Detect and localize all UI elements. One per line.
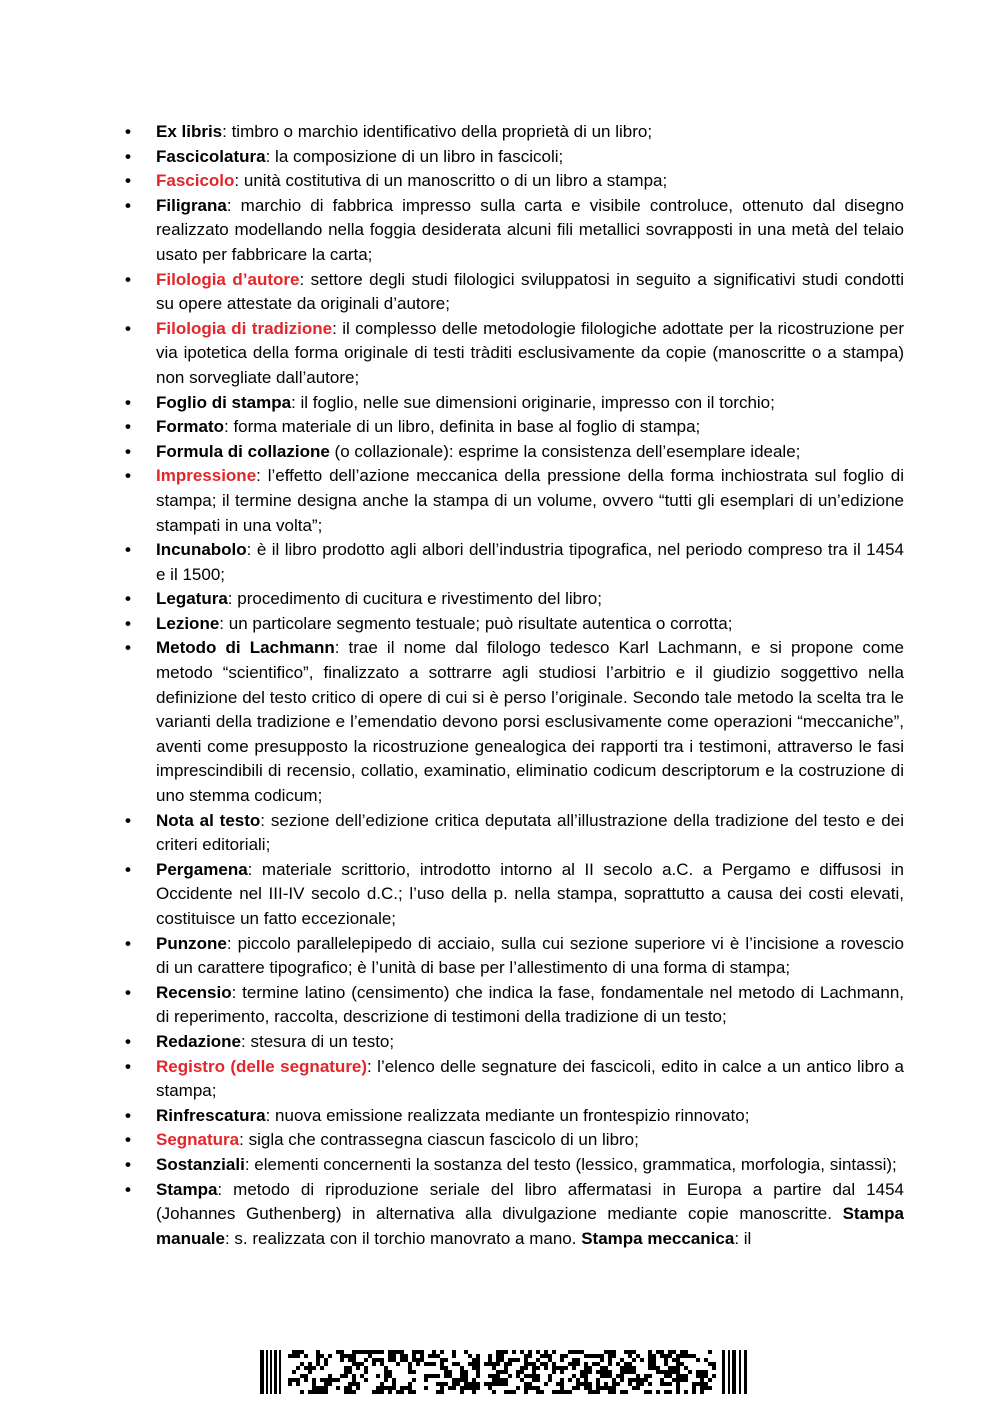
bullet-icon: • xyxy=(125,171,131,191)
glossary-list xyxy=(120,120,904,1251)
list-item xyxy=(120,194,904,268)
bullet-icon: • xyxy=(125,122,131,141)
list-item xyxy=(120,636,904,808)
list-item xyxy=(120,145,904,170)
glossary-definition: : settore degli studi filologici sviluppatosi in seguito a significativi studi condotti su opere attestate da originali d’autore; xyxy=(156,269,904,314)
bullet-icon: • xyxy=(125,810,131,830)
glossary-definition: : la composizione di un libro in fascicoli; xyxy=(265,146,564,166)
list-item xyxy=(120,1030,904,1055)
glossary-definition: : materiale scrittorio, introdotto intorno al II secolo a.C. a Pergamo e diffusosi in Occidente nel III-IV secolo d.C.; l’uso della p. nella stampa, soprattutto a causa dei costi elevati, costituisce un fatto eccezionale; xyxy=(156,859,904,928)
glossary-term: Registro (delle segnature) xyxy=(156,1056,368,1076)
barcode-icon xyxy=(260,1350,750,1394)
list-item xyxy=(120,981,904,1030)
glossary-definition: : marchio di fabbrica impresso sulla carta e visibile controluce, ottenuto dal disegno realizzato modellando nella foggia desiderata alcuni fili metallici sovrapposti in una metà del telaio usato per fabbricare la carta; xyxy=(156,195,904,264)
glossary-term: Rinfrescatura xyxy=(156,1105,266,1125)
glossary-definition: : metodo di riproduzione seriale del libro affermatasi in Europa a partire dal 1454 (Johannes Guthenberg) in alternativa alla divulgazione mediante copie manoscritte. xyxy=(156,1179,904,1224)
glossary-definition: : è il libro prodotto agli albori dell’industria tipografica, nel periodo compreso tra il 1454 e il 1500; xyxy=(156,540,904,584)
glossary-definition: : trae il nome dal filologo tedesco Karl Lachmann, e si propone come metodo “scientifico”, finalizzato a sottrarre agli studiosi l’arbitrio e il giudizio soggettivo nella definizione del testo critico di opere di cui si è perso l’originale. Secondo tale metodo la scelta tra le varianti della tradizione e l’emendatio devono porsi esclusivamente come operazioni “meccaniche”, aventi come presupposto la ricostruzione genealogica dei rapporti tra i testimoni, attraverso le fasi imprescindibili di recensio, collatio, examinatio, eliminatio codicum descriptorum e la costruzione di uno stemma codicum; xyxy=(156,638,905,806)
glossary-term: Fascicolo xyxy=(156,171,235,191)
list-item xyxy=(120,1153,904,1178)
footer-barcode xyxy=(260,1350,750,1394)
glossary-subdefinition: : il xyxy=(734,1228,752,1248)
glossary-term: Metodo di Lachmann xyxy=(156,638,335,658)
glossary-term: Filologia di tradizione xyxy=(156,318,333,338)
bullet-icon: • xyxy=(125,1105,131,1125)
glossary-term: Formula di collazione xyxy=(156,441,330,461)
glossary-definition: : piccolo parallelepipedo di acciaio, sulla cui sezione superiore vi è l’incisione a rovescio di un carattere tipografico; è l’unità di base per l’allestimento di una forma di stampa; xyxy=(156,933,904,978)
glossary-term: Incunabolo xyxy=(156,540,247,560)
bullet-icon: • xyxy=(125,195,131,215)
glossary-subdefinition: : s. realizzata con il torchio manovrato a mano. xyxy=(224,1228,582,1248)
bullet-icon: • xyxy=(125,392,131,412)
list-item xyxy=(120,1055,904,1104)
list-item xyxy=(120,612,904,637)
list-item xyxy=(120,932,904,981)
list-item xyxy=(120,1128,904,1153)
list-item xyxy=(120,391,904,416)
list-item xyxy=(120,317,904,391)
glossary-definition: : forma materiale di un libro, definita in base al foglio di stampa; xyxy=(224,417,701,437)
glossary-term: Sostanziali xyxy=(156,1154,245,1174)
bullet-icon: • xyxy=(125,1179,131,1199)
list-item xyxy=(120,169,904,194)
glossary-term: Nota al testo xyxy=(156,810,261,830)
list-item xyxy=(120,464,904,538)
bullet-icon: • xyxy=(125,466,131,486)
bullet-icon: • xyxy=(125,417,131,437)
glossary-term: Filologia d’autore xyxy=(156,269,300,289)
glossary-term: Foglio di stampa xyxy=(156,392,292,412)
glossary-term: Segnatura xyxy=(156,1130,240,1150)
bullet-icon: • xyxy=(125,589,131,609)
list-item xyxy=(120,587,904,612)
glossary-definition: : sezione dell’edizione critica deputata all’illustrazione della tradizione del testo e dei criteri editoriali; xyxy=(156,810,904,855)
glossary-term: Lezione xyxy=(156,613,220,633)
glossary-term: Recensio xyxy=(156,982,232,1002)
glossary-subterm: Stampa meccanica xyxy=(581,1228,735,1248)
glossary-definition: : l’elenco delle segnature dei fascicoli, edito in calce a un antico libro a stampa; xyxy=(156,1056,904,1101)
bullet-icon: • xyxy=(125,982,131,1002)
glossary-definition: : timbro o marchio identificativo della proprietà di un libro; xyxy=(222,122,653,141)
bullet-icon: • xyxy=(125,269,131,289)
bullet-icon: • xyxy=(125,613,131,633)
bullet-icon: • xyxy=(125,146,131,166)
glossary-definition: : il foglio, nelle sue dimensioni originarie, impresso con il torchio; xyxy=(291,392,775,412)
bullet-icon: • xyxy=(125,1031,131,1051)
glossary-definition: : l’effetto dell’azione meccanica della pressione della forma inchiostrata sul foglio di stampa; il termine designa anche la stampa di un volume, ovvero “tutti gli esemplari di un’edizione stampati in una volta”; xyxy=(156,466,904,535)
glossary-definition: : stesura di un testo; xyxy=(241,1031,395,1051)
bullet-icon: • xyxy=(125,1056,131,1076)
glossary-definition: : termine latino (censimento) che indica la fase, fondamentale nel metodo di Lachmann, di reperimento, raccolta, descrizione di testimoni della tradizione di un testo; xyxy=(156,982,904,1027)
glossary-term: Punzone xyxy=(156,933,227,953)
list-item xyxy=(120,1178,904,1252)
list-item xyxy=(120,415,904,440)
glossary-term: Ex libris xyxy=(156,122,223,141)
glossary-definition: : nuova emissione realizzata mediante un frontespizio rinnovato; xyxy=(265,1105,750,1125)
glossary-term: Legatura xyxy=(156,589,228,609)
glossary-term: Pergamena xyxy=(156,859,248,879)
list-item xyxy=(120,440,904,465)
bullet-icon: • xyxy=(125,1154,131,1174)
list-item xyxy=(120,120,904,145)
glossary-definition: (o collazionale): esprime la consistenza dell’esemplare ideale; xyxy=(329,441,801,461)
bullet-icon: • xyxy=(125,540,131,560)
glossary-term: Redazione xyxy=(156,1031,242,1051)
glossary-definition: : procedimento di cucitura e rivestimento del libro; xyxy=(227,589,602,609)
list-item xyxy=(120,858,904,932)
glossary-term: Stampa xyxy=(156,1179,218,1199)
list-item xyxy=(120,1104,904,1129)
list-item xyxy=(120,538,904,587)
bullet-icon: • xyxy=(125,1130,131,1150)
glossary-term: Fascicolatura xyxy=(156,146,266,166)
glossary-definition: : sigla che contrassegna ciascun fascicolo di un libro; xyxy=(239,1130,639,1150)
list-item xyxy=(120,268,904,317)
glossary-term: Filigrana xyxy=(156,195,227,215)
glossary-definition: : unità costitutiva di un manoscritto o di un libro a stampa; xyxy=(234,171,668,191)
bullet-icon: • xyxy=(125,933,131,953)
list-item xyxy=(120,809,904,858)
glossary-term: Formato xyxy=(156,417,224,437)
bullet-icon: • xyxy=(125,318,131,338)
bullet-icon: • xyxy=(125,638,131,658)
glossary-subterm: Stampa manuale xyxy=(156,1204,904,1248)
glossary-definition: : un particolare segmento testuale; può risultate autentica o corrotta; xyxy=(219,613,733,633)
glossary-term: Impressione xyxy=(156,466,257,486)
bullet-icon: • xyxy=(125,859,131,879)
glossary-definition: : elementi concernenti la sostanza del testo (lessico, grammatica, morfologia, sintassi); xyxy=(244,1154,897,1174)
bullet-icon: • xyxy=(125,441,131,461)
glossary-definition: : il complesso delle metodologie filologiche adottate per la ricostruzione per via ipotetica della forma originale di testi tràditi esclusivamente da copie (manoscritte o a stampa) non sorvegliate dall’autore; xyxy=(156,318,904,387)
